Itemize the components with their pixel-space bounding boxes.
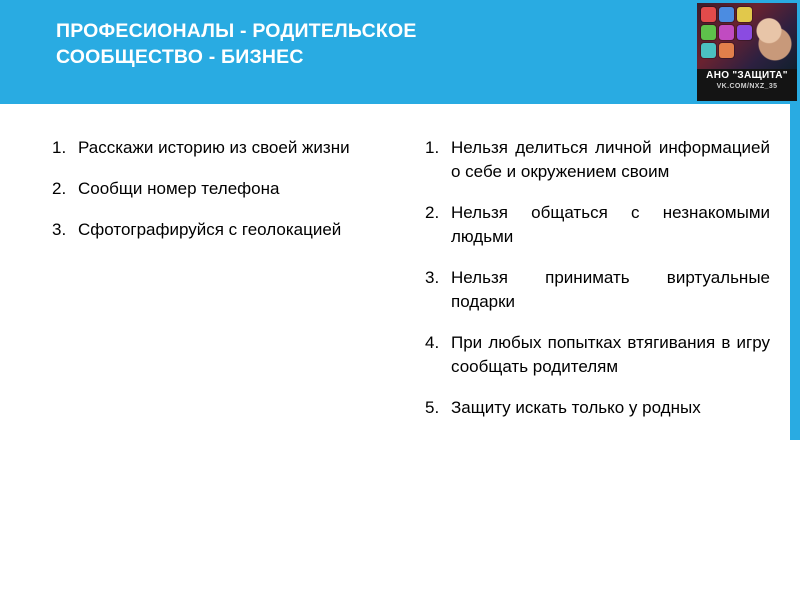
list-item-number: 5. bbox=[425, 398, 440, 417]
list-item-number: 3. bbox=[425, 268, 440, 287]
list-item bbox=[425, 136, 770, 184]
organization-logo bbox=[697, 3, 797, 101]
left-column bbox=[52, 136, 352, 259]
list-item bbox=[425, 266, 770, 314]
right-column bbox=[425, 136, 770, 437]
page-title bbox=[56, 18, 686, 70]
list-item bbox=[52, 136, 352, 160]
right-list bbox=[425, 136, 770, 420]
list-item bbox=[425, 396, 770, 420]
list-item-number: 4. bbox=[425, 333, 440, 352]
list-item-label: При любых попытках втягивания в игру сообщать родителям bbox=[451, 333, 770, 376]
accent-bar bbox=[790, 104, 800, 440]
list-item-label: Нельзя принимать виртуальные подарки bbox=[451, 268, 770, 311]
app-tile-icon bbox=[719, 25, 734, 40]
list-item bbox=[425, 331, 770, 379]
app-tile-icon bbox=[719, 7, 734, 22]
list-item-label: Защиту искать только у родных bbox=[451, 398, 701, 417]
list-item bbox=[52, 218, 352, 242]
app-tile-icon bbox=[701, 25, 716, 40]
list-item-label: Сфотографируйся с геолокацией bbox=[78, 220, 342, 239]
logo-subcaption: VK.COM/NXZ_35 bbox=[716, 83, 778, 90]
list-item-label: Расскажи историю из своей жизни bbox=[78, 138, 350, 157]
list-item-label: Сообщи номер телефона bbox=[78, 179, 280, 198]
list-item-number: 1. bbox=[425, 138, 440, 157]
app-tile-icon bbox=[701, 43, 716, 58]
list-item bbox=[52, 177, 352, 201]
app-tile-icon bbox=[719, 43, 734, 58]
left-list bbox=[52, 136, 352, 242]
list-item-label: Нельзя делиться личной информацией о себе и окружением своим bbox=[451, 138, 770, 181]
logo-photo bbox=[697, 3, 797, 69]
list-item-label: Нельзя общаться с незнакомыми людьми bbox=[451, 203, 770, 246]
app-tile-icon bbox=[737, 7, 752, 22]
list-item-number: 2. bbox=[52, 179, 67, 198]
list-item-number: 2. bbox=[425, 203, 440, 222]
page-title-line-1: ПРОФЕСИОНАЛЫ - РОДИТЕЛЬСКОЕ bbox=[56, 20, 417, 42]
app-tile-icon bbox=[737, 25, 752, 40]
page-title-line-2: СООБЩЕСТВО - БИЗНЕС bbox=[56, 46, 304, 68]
list-item bbox=[425, 201, 770, 249]
logo-caption: АНО "ЗАЩИТА" bbox=[706, 70, 788, 81]
list-item-number: 3. bbox=[52, 220, 67, 239]
app-tile-icon bbox=[701, 7, 716, 22]
list-item-number: 1. bbox=[52, 138, 67, 157]
